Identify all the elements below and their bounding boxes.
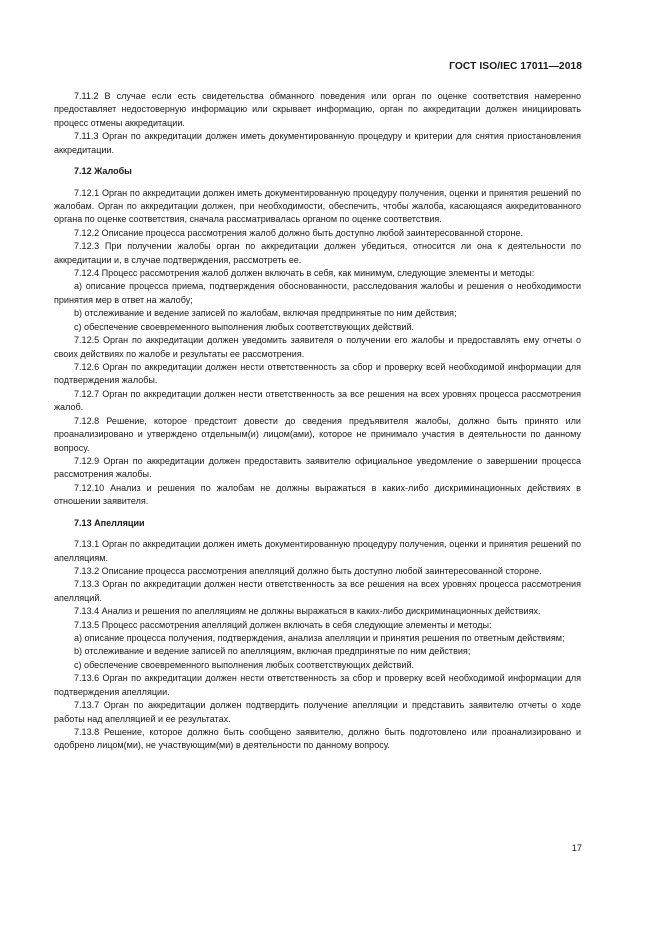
paragraph-7-12-1: 7.12.1 Орган по аккредитации должен иметь документированную процедуру получения, оценки и принятия решений по жалобам. Орган по аккредитации должен, при необходимости, обеспечить, чтобы жалоба, касающаяся аккредитованного органа по оценке соответствия, сначала рассматривалась органом по оценке соответствия. <box>54 187 581 225</box>
paragraph-7-11-2: 7.11.2 В случае если есть свидетельства обманного поведения или орган по оценке соответствия намеренно предоставляет недостоверную информацию или скрывает информацию, орган по аккредитации должен инициировать процесс отмены аккредитации. <box>54 91 581 128</box>
paragraph-7-12-7: 7.12.7 Орган по аккредитации должен нести ответственность за все решения на всех уровнях процесса рассмотрения жалоб. <box>54 388 581 413</box>
list-item-7-13-5-c: c) обеспечение своевременного выполнения любых соответствующих действий. <box>74 659 415 670</box>
paragraph-7-13-7: 7.13.7 Орган по аккредитации должен подтвердить получение апелляции и представить заявителю отчеты о ходе работы над апелляцией и ее результатах. <box>54 700 581 724</box>
document-body <box>54 90 581 753</box>
paragraph-7-12-8: 7.12.8 Решение, которое предстоит довести до сведения предъявителя жалобы, должно быть принято или проанализировано и утверждено отдельным(и) лицом(ами), которое не принимало участия в деятельности по данному вопросу. <box>54 415 581 453</box>
section-title-appeals: 7.13 Апелляции <box>74 517 145 528</box>
list-item-7-13-5-b: b) отслеживание и ведение записей по апелляциям, включая предпринятые по ним действия; <box>74 646 471 657</box>
paragraph-7-12-3: 7.12.3 При получении жалобы орган по аккредитации должен убедиться, относится ли она к деятельности по аккредитации и, в случае подтверждения, рассмотреть ее. <box>54 241 581 265</box>
paragraph-7-11-3: 7.11.3 Орган по аккредитации должен иметь документированную процедуру и критерии для снятия приостановления аккредитации. <box>54 131 581 155</box>
list-item-7-13-5-a: a) описание процесса получения, подтверждения, анализа апелляции и принятия решения по ответным действиям; <box>74 633 565 644</box>
paragraph-7-12-5: 7.12.5 Орган по аккредитации должен уведомить заявителя о получении его жалобы и предоставлять ему отчеты о своих действиях по жалобе и результаты ее рассмотрения. <box>54 335 581 359</box>
list-item-7-12-4-c: c) обеспечение своевременного выполнения любых соответствующих действий. <box>74 321 415 332</box>
paragraph-7-12-2: 7.12.2 Описание процесса рассмотрения жалоб должно быть доступно любой заинтересованной стороне. <box>74 227 523 238</box>
paragraph-7-12-4: 7.12.4 Процесс рассмотрения жалоб должен включать в себя, как минимум, следующие элементы и методы: <box>74 268 535 279</box>
paragraph-7-13-6: 7.13.6 Орган по аккредитации должен нести ответственность за сбор и проверку всей необходимой информации для подтверждения апелляции. <box>54 673 581 697</box>
standard-designation: ГОСТ ISO/IEC 17011—2018 <box>449 61 582 72</box>
list-item-7-12-4-a: a) описание процесса приема, подтверждения обоснованности, расследования жалобы и решения о необходимости принятия мер в ответ на жалобу; <box>54 281 581 305</box>
paragraph-7-12-10: 7.12.10 Анализ и решения по жалобам не должны выражаться в каких-либо дискриминационных действиях в отношении заявителя. <box>54 482 581 507</box>
paragraph-7-13-2: 7.13.2 Описание процесса рассмотрения апелляций должно быть доступно любой заинтересованной стороне. <box>74 565 542 576</box>
paragraph-7-12-6: 7.12.6 Орган по аккредитации должен нести ответственность за сбор и проверку всей необходимой информации для подтверждения жалобы. <box>54 362 581 386</box>
list-item-7-12-4-b: b) отслеживание и ведение записей по жалобам, включая предпринятые по ним действия; <box>74 308 457 319</box>
section-title-complaints: 7.12 Жалобы <box>74 166 132 177</box>
paragraph-7-12-9: 7.12.9 Орган по аккредитации должен предоставить заявителю официальное уведомление о завершении процесса рассмотрения жалобы. <box>54 455 581 480</box>
paragraph-7-13-8: 7.13.8 Решение, которое должно быть сообщено заявителю, должно быть подготовлено или проанализировано и одобрено лицом(ми), не участвующим(ми) в деятельности по данному вопросу. <box>54 726 581 751</box>
paragraph-7-13-1: 7.13.1 Орган по аккредитации должен иметь документированную процедуру получения, оценки и принятия решений по апелляциям. <box>54 539 581 563</box>
paragraph-7-13-5: 7.13.5 Процесс рассмотрения апелляций должен включать в себя следующие элементы и методы: <box>74 619 492 630</box>
paragraph-7-13-4: 7.13.4 Анализ и решения по апелляциям не должны выражаться в каких-либо дискриминационных действиях. <box>74 606 541 617</box>
paragraph-7-13-3: 7.13.3 Орган по аккредитации должен нести ответственность за все решения на всех уровнях процесса рассмотрения апелляций. <box>54 579 581 603</box>
page-number: 17 <box>571 843 582 853</box>
